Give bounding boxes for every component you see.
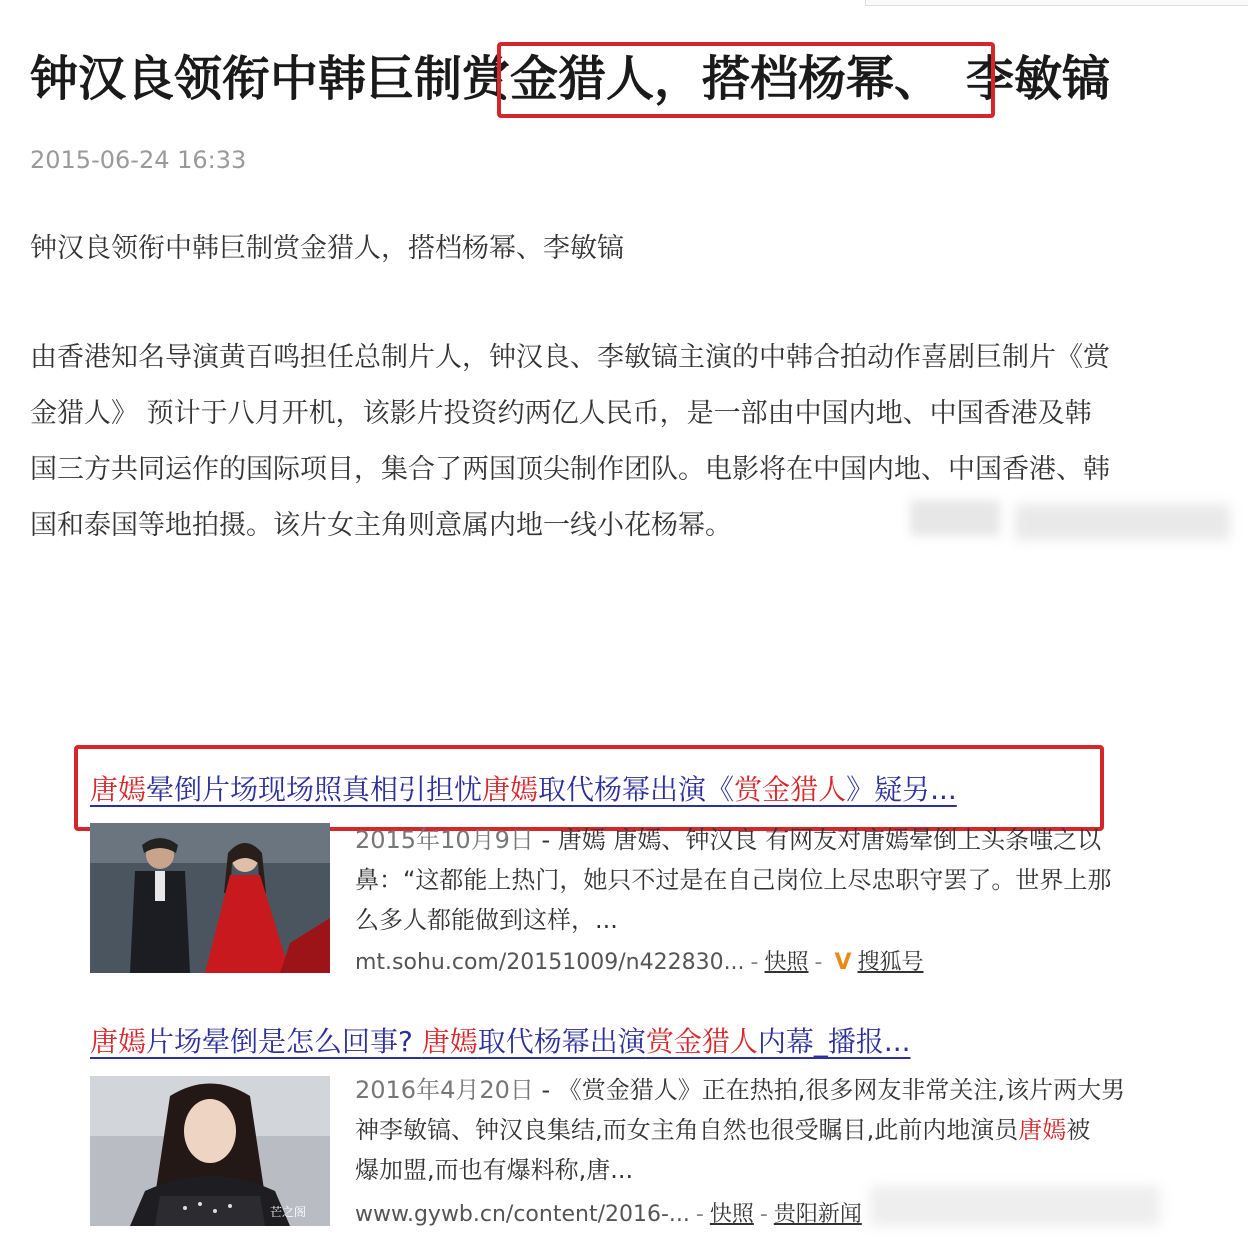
title-highlight: 赏金猎人，搭档杨幂、 (462, 51, 943, 107)
result-title-link[interactable]: 唐嫣片场晕倒是怎么回事? 唐嫣取代杨幂出演赏金猎人内幕_播报... (90, 1025, 911, 1058)
result-thumbnail[interactable] (90, 1076, 330, 1226)
result-snippet: 2016年4月20日 - 《赏金猎人》正在热拍,很多网友非常关注,该片两大男 神李敏镐、钟汉良集结,而女主角自然也很受瞩目,此前内地演员唐嫣被 爆加盟,而也有爆料称,唐... (355, 1076, 1126, 1184)
body-line: 由香港知名导演黄百鸣担任总制片人，钟汉良、李敏镐主演的中韩合拍动作喜剧巨制片《赏 (30, 342, 1110, 373)
result-url-line: www.gywb.cn/content/2016-... - 快照 - 贵阳新闻 (355, 1202, 862, 1227)
blurred-watermark (1015, 504, 1230, 540)
source-link[interactable]: 贵阳新闻 (773, 1202, 862, 1227)
result-url-line: mt.sohu.com/20151009/n422830... - 快照 - V 搜狐号 (355, 950, 924, 975)
result-url[interactable]: www.gywb.cn/content/2016-... (355, 1202, 690, 1227)
thumbnail-image-actress (90, 1076, 330, 1226)
snapshot-link[interactable]: 快照 (709, 1202, 754, 1227)
source-link[interactable]: 搜狐号 (857, 950, 924, 975)
body-line: 国三方共同运作的国际项目，集合了两国顶尖制作团队。电影将在中国内地、中国香港、韩 (30, 454, 1110, 485)
result-thumbnail[interactable] (90, 823, 330, 973)
blurred-watermark (870, 1186, 1160, 1226)
article-date: 2015-06-24 16:33 (30, 146, 247, 174)
title-part2: 李敏镐 (966, 51, 1111, 107)
top-edge-strip (865, 0, 1248, 6)
result-url[interactable]: mt.sohu.com/20151009/n422830... (355, 950, 745, 975)
body-line: 金猎人》 预计于八月开机，该影片投资约两亿人民币，是一部由中国内地、中国香港及韩 (30, 398, 1092, 429)
snapshot-link[interactable]: 快照 (764, 950, 809, 975)
verified-v-icon: V (834, 950, 852, 975)
thumbnail-watermark: 芒之阁 (270, 1205, 307, 1219)
title-highlight-box (497, 42, 995, 118)
result-snippet: 2015年10月9日 - 唐嫣 唐嫣、钟汉良 有网友对唐嫣晕倒上头条嗤之以 鼻：“这都能上热门，她只不过是在自己岗位上尽忠职守罢了。世界上那 么多人都能做到这样，... (355, 826, 1112, 934)
title-part1: 钟汉良领衔中韩巨制 (30, 51, 463, 107)
article-subtitle: 钟汉良领衔中韩巨制赏金猎人，搭档杨幂、李敏镐 (30, 233, 624, 264)
thumbnail-image-couple (90, 823, 330, 973)
result-title-link[interactable]: 唐嫣晕倒片场现场照真相引担忧唐嫣取代杨幂出演《赏金猎人》疑另... (90, 773, 957, 806)
body-line: 国和泰国等地拍摄。该片女主角则意属内地一线小花杨幂。 (30, 510, 732, 541)
blurred-watermark (910, 500, 1000, 536)
